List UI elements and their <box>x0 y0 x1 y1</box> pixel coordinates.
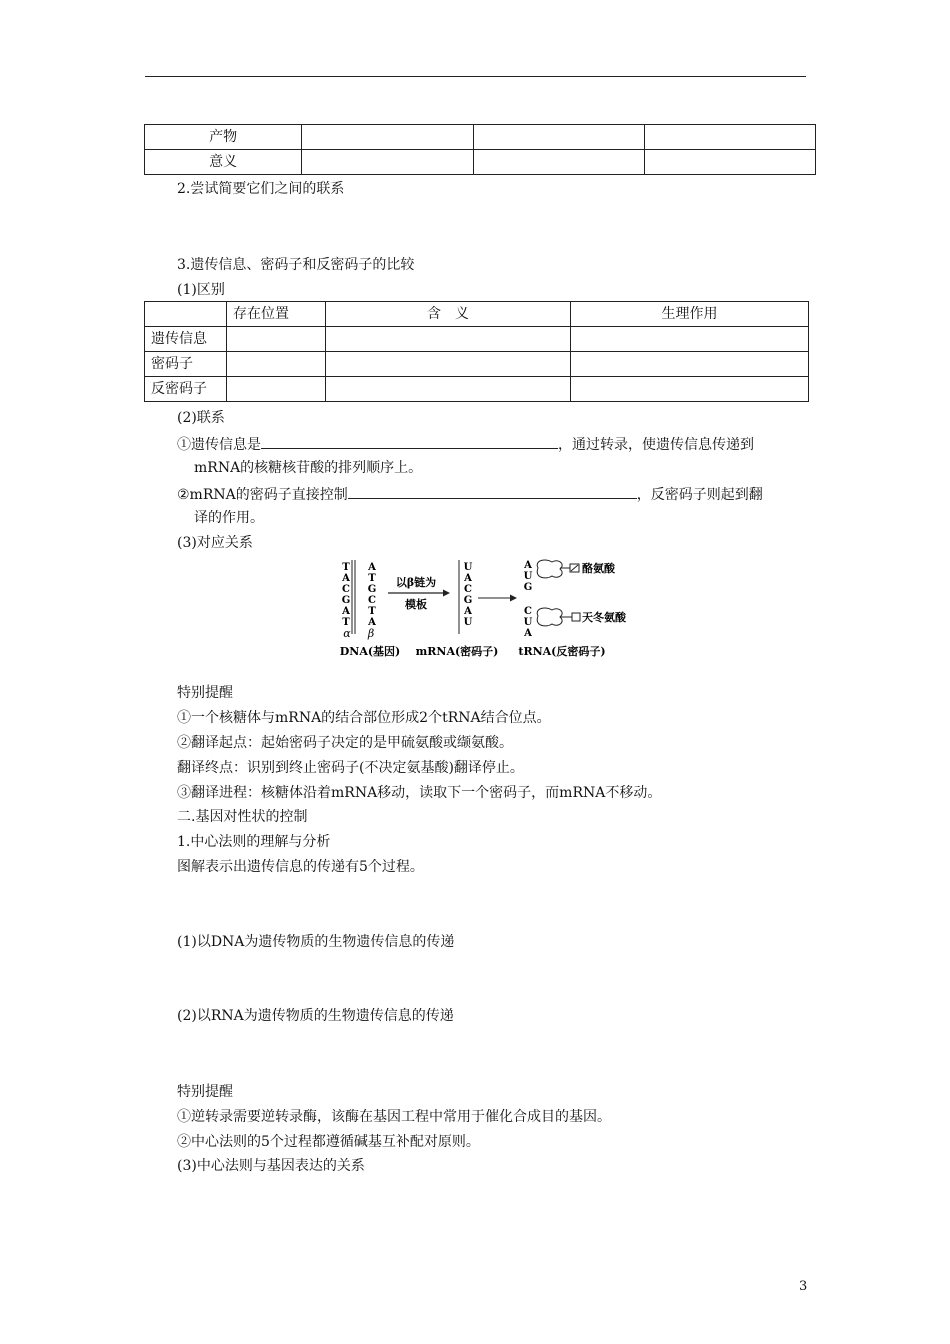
base-letter: U <box>523 617 533 628</box>
sub3-title: (3)对应关系 <box>177 535 253 551</box>
base-letter: U <box>523 571 533 582</box>
base-letter: C <box>464 584 472 595</box>
tip2-title: 特别提醒 <box>177 1084 233 1100</box>
base-letter: C <box>342 584 350 595</box>
base-letter: G <box>341 595 351 606</box>
dna-transfer-title: (1)以DNA为遗传物质的生物遗传信息的传递 <box>177 934 455 950</box>
fill-blank <box>348 484 637 499</box>
mrna-strand <box>463 562 473 628</box>
table-row <box>145 125 816 150</box>
dna-beta-strand <box>367 562 376 628</box>
dna-alpha-strand <box>341 562 350 628</box>
alpha-label: α <box>343 627 351 640</box>
base-letter: A <box>464 606 472 617</box>
base-letter: A <box>368 617 376 628</box>
link1-cont: mRNA的核糖核苷酸的排列顺序上。 <box>194 460 423 476</box>
tip1-line: ③翻译进程：核糖体沿着mRNA移动，读取下一个密码子，而mRNA不移动。 <box>177 785 662 801</box>
trna-1-shape <box>537 560 562 578</box>
transcription-translation-diagram <box>330 556 660 660</box>
link1-pre: ①遗传信息是 <box>177 437 261 453</box>
base-letter: G <box>367 584 377 595</box>
base-letter: C <box>368 595 376 606</box>
base-letter: T <box>368 606 376 617</box>
amino-acid-box-2 <box>572 613 580 621</box>
base-letter: U <box>463 562 473 573</box>
sub3b-title: (3)中心法则与基因表达的关系 <box>177 1158 365 1174</box>
arrow-bottom-label: 模板 <box>405 598 427 611</box>
fill-blank <box>261 434 558 449</box>
table-row <box>145 352 809 377</box>
amino-acid-2: 天冬氨酸 <box>582 611 626 624</box>
base-letter: A <box>342 606 350 617</box>
base-letter: C <box>524 606 532 617</box>
base-letter: A <box>524 560 532 571</box>
trna-2-shape <box>537 608 562 626</box>
table-header-row <box>145 302 809 327</box>
base-letter: A <box>342 573 350 584</box>
tip2-line: ②中心法则的5个过程都遵循碱基互补配对原则。 <box>177 1134 480 1150</box>
beta-label: β <box>367 627 375 640</box>
base-letter: T <box>342 562 350 573</box>
base-letter: A <box>524 628 532 639</box>
page-number: 3 <box>799 1279 808 1294</box>
tip1-line: 翻译终点：识别到终止密码子(不决定氨基酸)翻译停止。 <box>177 760 524 776</box>
compare-table <box>144 301 809 402</box>
label-mrna: mRNA(密码子) <box>415 645 499 658</box>
link2-pre: ②mRNA的密码子直接控制 <box>177 487 348 503</box>
part2-title: 二.基因对性状的控制 <box>177 809 308 825</box>
link1-line <box>177 434 754 454</box>
section-2-title: 2.尝试简要它们之间的联系 <box>177 181 345 197</box>
header-cell <box>145 302 227 327</box>
link2-post: ，反密码子则起到翻 <box>636 487 763 503</box>
base-letter: A <box>368 562 376 573</box>
table-row <box>145 377 809 402</box>
base-letter: U <box>463 617 473 628</box>
label-trna: tRNA(反密码子) <box>518 645 606 658</box>
base-letter: A <box>464 573 472 584</box>
header-cell: 含 义 <box>326 302 571 327</box>
row-label: 密码子 <box>145 352 227 377</box>
base-letter: T <box>342 617 350 628</box>
row-label: 遗传信息 <box>145 327 227 352</box>
sub1-title: (1)区别 <box>177 282 225 298</box>
table-row <box>145 150 816 175</box>
tip2-line: ①逆转录需要逆转录酶，该酶在基因工程中常用于催化合成目的基因。 <box>177 1109 611 1125</box>
table-row <box>145 327 809 352</box>
base-letter: G <box>463 595 473 606</box>
trna-1 <box>523 560 533 593</box>
header-cell: 存在位置 <box>227 302 326 327</box>
part2-desc: 图解表示出遗传信息的传递有5个过程。 <box>177 859 424 875</box>
arrow-top-label: 以β链为 <box>395 576 437 589</box>
row-label: 反密码子 <box>145 377 227 402</box>
row-label: 意义 <box>145 150 302 175</box>
section-3-title: 3.遗传信息、密码子和反密码子的比较 <box>177 257 415 273</box>
part2-sub1: 1.中心法则的理解与分析 <box>177 834 331 850</box>
link1-post: ，通过转录，使遗传信息传递到 <box>558 437 754 453</box>
rna-transfer-title: (2)以RNA为遗传物质的生物遗传信息的传递 <box>177 1008 454 1024</box>
row-label: 产物 <box>145 125 302 150</box>
label-dna: DNA(基因) <box>339 645 401 658</box>
link2-cont: 译的作用。 <box>194 510 264 526</box>
link2-line <box>177 484 763 504</box>
base-letter: G <box>523 582 533 593</box>
header-cell: 生理作用 <box>571 302 809 327</box>
amino-acid-1: 酪氨酸 <box>582 562 615 575</box>
tip1-line: ②翻译起点：起始密码子决定的是甲硫氨酸或缬氨酸。 <box>177 735 513 751</box>
base-letter: T <box>368 573 376 584</box>
header-rule <box>145 76 806 77</box>
sub2-title: (2)联系 <box>177 410 225 426</box>
top-table <box>144 124 816 175</box>
tip1-line: ①一个核糖体与mRNA的结合部位形成2个tRNA结合位点。 <box>177 710 551 726</box>
tip1-title: 特别提醒 <box>177 685 233 701</box>
trna-2 <box>523 606 533 639</box>
